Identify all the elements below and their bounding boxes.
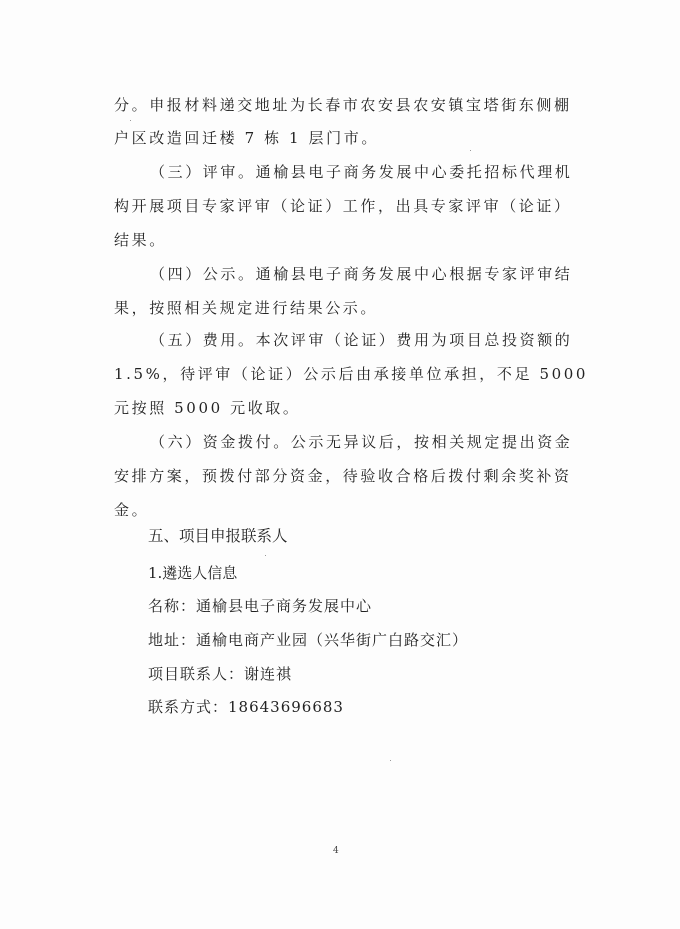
scan-speck [130, 120, 131, 121]
body-line: （四）公示。通榆县电子商务发展中心根据专家评审结 [150, 265, 573, 283]
scan-speck [390, 760, 391, 761]
body-line: 安排方案，预拨付部分资金，待验收合格后拨付剩余奖补资 [114, 467, 572, 485]
body-line: 金。 [114, 501, 150, 519]
page-number: 4 [333, 846, 339, 856]
contact-subheading: 1.遴选人信息 [148, 564, 238, 582]
body-line: （三）评审。通榆县电子商务发展中心委托招标代理机 [150, 163, 573, 181]
body-line: 元按照 5000 元收取。 [114, 399, 301, 417]
body-line: 分。申报材料递交地址为长春市农安县农安镇宝塔街东侧棚 [114, 96, 572, 114]
body-line: （六）资金拨付。公示无异议后，按相关规定提出资金 [150, 433, 573, 451]
contact-address: 地址：通榆电商产业园（兴华街广白路交汇） [148, 631, 469, 649]
contact-phone: 联系方式：18643696683 [148, 698, 344, 716]
body-line: 结果。 [114, 231, 167, 249]
contact-person: 项目联系人：谢连祺 [148, 665, 293, 683]
scan-speck [470, 150, 471, 151]
body-line: 果，按照相关规定进行结果公示。 [114, 299, 379, 317]
contact-name: 名称：通榆县电子商务发展中心 [148, 597, 373, 615]
scan-speck [265, 555, 266, 556]
body-line: 户区改造回迁楼 7 栋 1 层门市。 [114, 129, 379, 147]
body-line: 构开展项目专家评审（论证）工作，出具专家评审（论证） [114, 197, 572, 215]
section-heading: 五、项目申报联系人 [148, 527, 288, 545]
body-line: （五）费用。本次评审（论证）费用为项目总投资额的 [150, 331, 573, 349]
body-line: 1.5%，待评审（论证）公示后由承接单位承担，不足 5000 [114, 365, 589, 383]
